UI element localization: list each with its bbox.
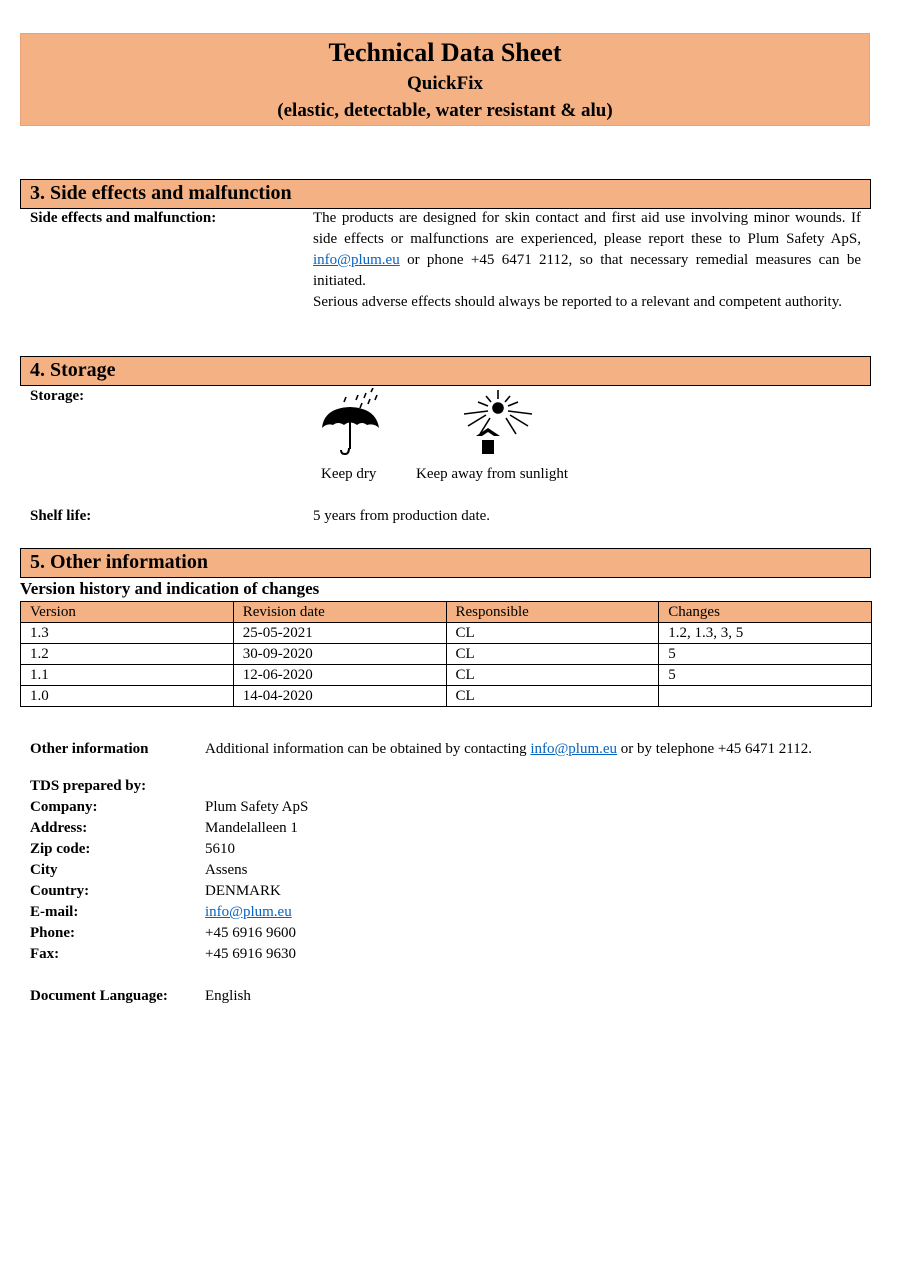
- keep-away-sunlight-caption: Keep away from sunlight: [416, 466, 569, 482]
- side-effects-para1-a: The products are designed for skin contact and first aid use involving minor wounds. If side effects or malfunctions are experienced, please report these to Plum Safety ApS,: [313, 210, 861, 247]
- sun-shield-icon: [460, 388, 536, 458]
- fax-value: +45 6916 9630: [205, 946, 296, 962]
- document-language-value: English: [205, 988, 251, 1004]
- phone-value: +45 6916 9600: [205, 925, 296, 941]
- address-label: Address:: [30, 820, 88, 836]
- table-cell: 5: [659, 665, 872, 686]
- version-history-table: [20, 601, 872, 707]
- shelf-life-label: Shelf life:: [30, 508, 92, 524]
- table-row: [21, 686, 872, 707]
- fax-label: Fax:: [30, 946, 60, 962]
- table-row: [21, 623, 872, 644]
- title-banner: [20, 33, 870, 126]
- version-history-title: Version history and indication of changes: [20, 579, 320, 598]
- section-5-heading: 5. Other information: [20, 548, 871, 578]
- umbrella-rain-icon: [318, 388, 384, 458]
- prepared-by-label: TDS prepared by:: [30, 778, 147, 794]
- table-cell: 5: [659, 644, 872, 665]
- city-label: City: [30, 862, 58, 878]
- product-name: QuickFix: [406, 73, 483, 94]
- product-variants: (elastic, detectable, water resistant & alu): [277, 100, 613, 121]
- contact-email-link[interactable]: info@plum.eu: [205, 904, 292, 920]
- phone-label: Phone:: [30, 925, 75, 941]
- table-cell: 1.2, 1.3, 3, 5: [659, 623, 872, 644]
- table-cell: CL: [446, 623, 659, 644]
- side-effects-label: Side effects and malfunction:: [30, 210, 217, 226]
- other-information-label: Other information: [30, 741, 149, 757]
- email-label: E-mail:: [30, 904, 79, 920]
- other-info-email-link[interactable]: info@plum.eu: [530, 741, 618, 757]
- table-cell: 30-09-2020: [233, 644, 446, 665]
- table-cell: CL: [446, 686, 659, 707]
- side-effects-para1-b: or phone +45 6471 2112, so that necessary remedial measures can be initiated.: [313, 252, 861, 289]
- table-header-cell: Changes: [659, 602, 872, 623]
- company-label: Company:: [30, 799, 98, 815]
- table-header-cell: Responsible: [446, 602, 659, 623]
- other-info-b: or by telephone +45 6471 2112.: [620, 741, 813, 757]
- document-title: Technical Data Sheet: [328, 38, 562, 67]
- side-effects-para2: Serious adverse effects should always be reported to a relevant and competent authority.: [313, 294, 842, 310]
- table-cell: [659, 686, 872, 707]
- table-header-cell: Version: [21, 602, 234, 623]
- section-3-heading: 3. Side effects and malfunction: [20, 179, 871, 209]
- keep-dry-caption: Keep dry: [321, 466, 377, 482]
- address-value: Mandelalleen 1: [205, 820, 298, 836]
- table-cell: 1.3: [21, 623, 234, 644]
- storage-label: Storage:: [30, 388, 85, 404]
- table-cell: 1.1: [21, 665, 234, 686]
- other-info-a: Additional information can be obtained by contacting: [205, 741, 527, 757]
- table-row: [21, 665, 872, 686]
- document-language-label: Document Language:: [30, 988, 168, 1004]
- table-cell: CL: [446, 644, 659, 665]
- country-label: Country:: [30, 883, 90, 899]
- section-4-heading: 4. Storage: [20, 356, 871, 386]
- shelf-life-value: 5 years from production date.: [313, 508, 491, 524]
- email-link[interactable]: info@plum.eu: [313, 252, 400, 268]
- zip-label: Zip code:: [30, 841, 91, 857]
- city-value: Assens: [205, 862, 248, 878]
- table-row: [21, 644, 872, 665]
- table-cell: 1.0: [21, 686, 234, 707]
- side-effects-text: [313, 208, 861, 313]
- table-header-cell: Revision date: [233, 602, 446, 623]
- other-information-text: [205, 739, 812, 760]
- table-cell: 1.2: [21, 644, 234, 665]
- table-cell: 14-04-2020: [233, 686, 446, 707]
- table-cell: 12-06-2020: [233, 665, 446, 686]
- zip-value: 5610: [205, 841, 235, 857]
- country-value: DENMARK: [205, 883, 281, 899]
- table-header-row: [21, 602, 872, 623]
- table-cell: 25-05-2021: [233, 623, 446, 644]
- table-cell: CL: [446, 665, 659, 686]
- company-value: Plum Safety ApS: [205, 799, 309, 815]
